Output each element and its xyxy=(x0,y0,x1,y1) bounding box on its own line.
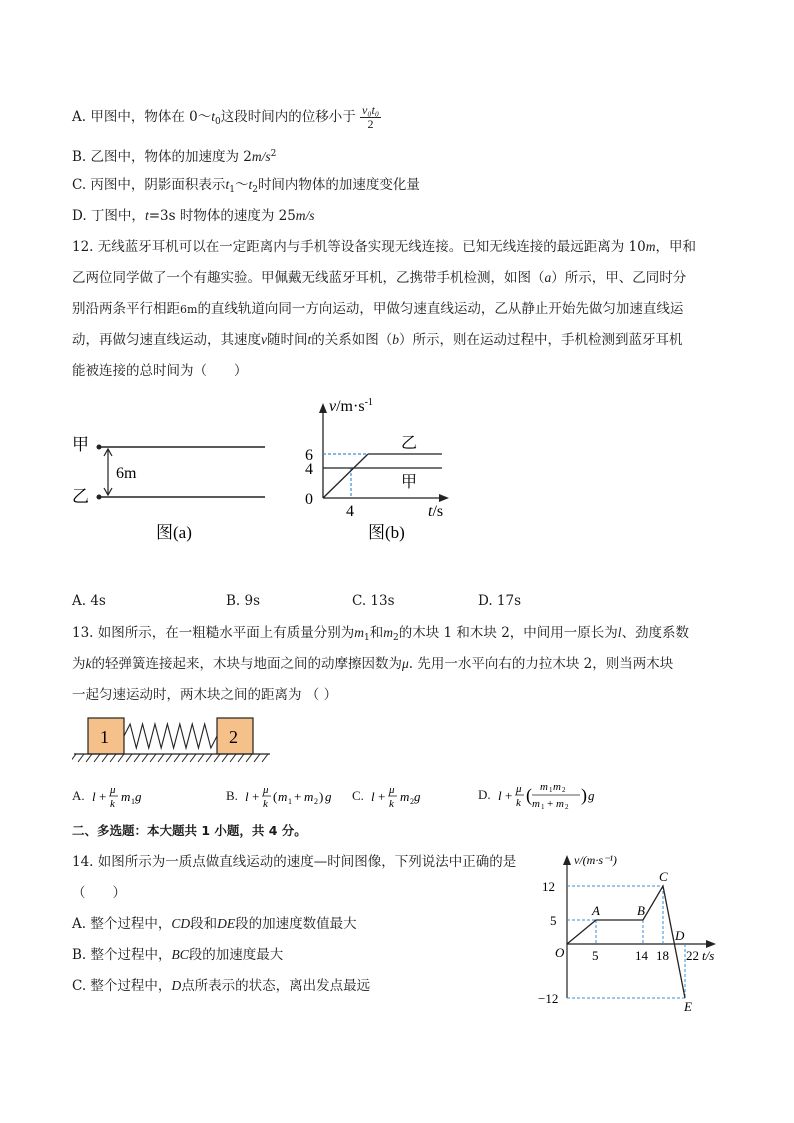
q13-line-1 xyxy=(72,624,689,647)
q12-line-4 xyxy=(72,331,683,349)
ground-hatch-line xyxy=(230,754,236,762)
ground-hatch-line xyxy=(238,754,244,762)
fig-b-ylabel-unit: /m·s xyxy=(336,398,365,415)
q12-option-c[interactable] xyxy=(352,592,395,610)
svg-text:μ: μ xyxy=(263,784,269,796)
svg-text:1: 1 xyxy=(548,786,553,794)
q13-line-2-mid: 的轻弹簧连接起来，木块与地面之间的动摩擦因数为 xyxy=(91,656,402,672)
q13-line-2-post: . 先用一水平向右的力拉木块 2，则当两木块 xyxy=(408,656,674,672)
q12-line-4-mid: 随时间 xyxy=(267,332,308,348)
ground-hatch-line xyxy=(150,754,156,762)
ground-hatch-line xyxy=(246,754,252,762)
q12-line-5 xyxy=(72,362,248,380)
q12-line-3-6m: 6m xyxy=(180,303,198,316)
q12-option-a-label: A. 4s xyxy=(72,593,106,609)
svg-text:l: l xyxy=(91,789,96,804)
ground-hatch-line xyxy=(182,754,188,762)
q11-var-t2: t xyxy=(248,177,253,192)
q11-option-a-text: A. 甲图中，物体在 0～ xyxy=(72,109,212,125)
q13-option-c-expr xyxy=(367,782,447,812)
q11-option-b xyxy=(72,145,276,166)
q13-option-b-label: B. xyxy=(226,787,238,803)
q11-tilde: ～ xyxy=(234,177,249,193)
q12-line-4-end: ）所示，则在运动过程中，手机检测到蓝牙耳机 xyxy=(399,332,683,348)
svg-text:m: m xyxy=(539,781,548,793)
q11-var-t1: t xyxy=(225,177,230,192)
svg-text:μ: μ xyxy=(389,784,395,796)
ground-hatch-line xyxy=(110,754,116,762)
q12-line-4-pre: 动，再做匀速直线运动，其速度 xyxy=(72,332,261,348)
ground-hatch-line xyxy=(166,754,172,762)
ground-hatch-line xyxy=(262,754,268,762)
q13-k: k xyxy=(85,656,92,671)
fig-a-yi-label: 乙 xyxy=(72,487,89,507)
q13-option-b[interactable] xyxy=(226,782,356,812)
q13-option-a-label: A. xyxy=(72,787,85,803)
svg-text:μ: μ xyxy=(515,783,522,795)
q12-option-d-label: D. 17s xyxy=(478,593,522,609)
q14-point-a: A xyxy=(592,903,600,918)
fig-b-tick-4: 4 xyxy=(305,461,313,478)
ground-hatch-line xyxy=(142,754,148,762)
q14-xtick-5: 5 xyxy=(592,948,599,963)
svg-text:+: + xyxy=(378,789,386,804)
q14-vt-line xyxy=(567,886,685,998)
svg-text:+: + xyxy=(294,789,302,804)
svg-text:k: k xyxy=(109,798,115,810)
ground-hatch-line xyxy=(78,754,84,762)
q11-option-c xyxy=(72,176,420,199)
svg-text:m: m xyxy=(552,781,561,793)
svg-text:μ: μ xyxy=(109,784,116,796)
fig-b-yi-accel-line xyxy=(323,454,368,498)
svg-text:+: + xyxy=(98,789,107,804)
q14-option-c[interactable] xyxy=(72,977,370,995)
ground-hatch-line xyxy=(214,754,220,762)
q14-xtick-14: 14 xyxy=(635,948,648,963)
fig-b-caption: 图(b) xyxy=(368,523,405,542)
svg-text:l: l xyxy=(371,789,375,804)
fig-a-caption: 图(a) xyxy=(156,523,192,542)
ground-hatch-line xyxy=(198,754,204,762)
ground-hatch-line xyxy=(222,754,228,762)
q11-sub-2: 2 xyxy=(252,185,258,195)
q14-y-arrow xyxy=(563,855,571,865)
fig-b-tick-6: 6 xyxy=(305,447,313,464)
q11-sub-0: 0 xyxy=(214,117,221,127)
q14-x-arrow xyxy=(706,940,716,948)
fig-a-distance-label: 6m xyxy=(116,465,137,482)
fig-b-ylabel xyxy=(329,397,373,415)
ground-hatch xyxy=(72,754,268,762)
q12-line-2-a: a xyxy=(544,270,552,285)
q13-option-c[interactable] xyxy=(352,782,447,812)
fig-b-label-yi: 乙 xyxy=(401,433,418,452)
q13-line-3-text: 一起匀速运动时，两木块之间的距离为 （ ） xyxy=(72,687,338,703)
q12-figure-b xyxy=(296,394,466,546)
svg-text:2: 2 xyxy=(410,797,415,806)
q13-line-1-end: 、劲度系数 xyxy=(621,625,690,641)
q12-line-4-post: 的关系如图（ xyxy=(311,332,393,348)
q14-line-2-text: （ ） xyxy=(72,885,126,901)
svg-text:m: m xyxy=(278,789,288,804)
svg-text:1: 1 xyxy=(288,797,293,806)
q13-line-1-pre: 13. 如图所示，在一粗糙水平面上有质量分别为 xyxy=(72,625,355,641)
q12-line-1-unit: m xyxy=(645,239,656,254)
q14-option-b-post: 段的加速度最大 xyxy=(188,947,284,963)
fig-b-xlabel-unit: /s xyxy=(432,503,444,520)
q11-option-b-sup: 2 xyxy=(270,149,277,159)
svg-text:m: m xyxy=(120,789,131,804)
q14-line-2 xyxy=(72,884,126,902)
q13-and: 和 xyxy=(369,625,384,641)
q12-line-3-pre: 别沿两条平行相距 xyxy=(72,301,180,317)
svg-text:+: + xyxy=(504,788,513,803)
q11-option-d-mid: =3s 时物体的速度为 25 xyxy=(148,208,296,224)
q11-option-b-text: B. 乙图中，物体的加速度为 2 xyxy=(72,149,252,165)
q11-option-c-pre: C. 丙图中，阴影面积表示 xyxy=(72,177,226,193)
q14-option-c-post: 点所表示的状态，离出发点最远 xyxy=(181,978,371,994)
q12-line-1 xyxy=(72,238,696,256)
q12-option-a[interactable] xyxy=(72,592,106,610)
q13-line-2 xyxy=(72,655,673,673)
svg-text:l: l xyxy=(497,788,502,803)
q12-figure-a xyxy=(68,428,278,548)
q14-option-b-pre: B. 整个过程中， xyxy=(72,947,172,963)
svg-text:2: 2 xyxy=(561,786,566,794)
svg-text:(: ( xyxy=(273,789,278,804)
ground-hatch-line xyxy=(134,754,140,762)
svg-text:k: k xyxy=(263,798,269,810)
q14-origin: O xyxy=(555,945,565,960)
svg-text:m: m xyxy=(555,798,564,810)
q13-l: l xyxy=(617,625,622,640)
svg-text:1: 1 xyxy=(130,797,135,806)
svg-text:1: 1 xyxy=(540,803,545,811)
q12-line-1-post: ，甲和 xyxy=(655,239,696,255)
fig-b-ylabel-v: v xyxy=(329,398,337,415)
q12-line-2-post: ）所示，甲、乙同时分 xyxy=(551,270,687,286)
ground-hatch-line xyxy=(118,754,124,762)
q11-fraction-den: 2 xyxy=(367,117,374,131)
q14-option-a-cd: CD xyxy=(171,916,191,931)
q12-line-5-text: 能被连接的总时间为（ ） xyxy=(72,363,248,379)
ground-hatch-line xyxy=(72,754,76,762)
q14-option-b[interactable] xyxy=(72,946,283,964)
q13-option-a-expr xyxy=(88,782,168,812)
q12-line-1-text: 12. 无线蓝牙耳机可以在一定距离内与手机等设备实现无线连接。已知无线连接的最远距离为 10 xyxy=(72,239,646,255)
svg-text:g: g xyxy=(587,788,595,803)
q12-line-4-t: t xyxy=(307,332,312,347)
svg-text:+: + xyxy=(546,798,554,810)
q12-option-d[interactable] xyxy=(478,592,521,610)
q13-option-d[interactable] xyxy=(478,776,614,816)
ground-hatch-line xyxy=(102,754,108,762)
svg-text:l: l xyxy=(245,789,249,804)
q13-figure xyxy=(72,716,272,766)
q14-point-e: E xyxy=(684,999,692,1014)
q11-var-t: t xyxy=(211,109,215,124)
ground-hatch-line xyxy=(254,754,260,762)
ground-hatch-line xyxy=(158,754,164,762)
q14-option-a-post: 段的加速度数值最大 xyxy=(235,916,357,932)
q13-m2: m xyxy=(383,625,393,640)
q14-option-a[interactable] xyxy=(72,915,357,933)
q14-tick-12: 12 xyxy=(542,879,555,894)
svg-text:m: m xyxy=(304,789,314,804)
q11-option-d xyxy=(72,207,315,225)
q13-m2-sub: 2 xyxy=(393,633,399,643)
svg-text:2: 2 xyxy=(564,803,569,811)
q12-line-3 xyxy=(72,300,683,319)
svg-text:): ) xyxy=(319,789,324,804)
svg-text:2: 2 xyxy=(314,797,319,806)
q14-vt-graph xyxy=(536,848,732,1014)
svg-text:+: + xyxy=(252,789,260,804)
q13-option-d-label: D. xyxy=(478,786,491,802)
svg-text:): ) xyxy=(580,785,587,805)
q13-option-d-expr xyxy=(494,776,614,816)
q14-point-c: C xyxy=(659,869,668,884)
q14-line-1-text: 14. 如图所示为一质点做直线运动的速度—时间图像，下列说法中正确的是 xyxy=(72,854,517,870)
svg-text:g: g xyxy=(325,789,332,804)
q12-option-b[interactable] xyxy=(226,592,260,610)
svg-text:g: g xyxy=(414,789,421,804)
q14-ylabel: v/(m·s⁻¹) xyxy=(574,853,617,867)
q13-line-2-pre: 为 xyxy=(72,656,86,672)
q14-xtick-22: 22 xyxy=(686,948,699,963)
q14-tick-neg12: −12 xyxy=(538,991,559,1006)
q12-option-b-label: B. 9s xyxy=(226,593,261,609)
block-2-label: 2 xyxy=(229,727,238,747)
svg-text:m: m xyxy=(531,798,540,810)
q14-xtick-18: 18 xyxy=(656,948,669,963)
spring xyxy=(124,724,217,748)
q11-option-d-unit: m/s xyxy=(295,208,315,223)
q13-m1: m xyxy=(354,625,365,640)
q14-option-a-pre: A. 整个过程中， xyxy=(72,916,172,932)
q11-option-b-unit: m/s xyxy=(251,149,271,164)
q11-sub-1: 1 xyxy=(229,185,235,195)
q13-option-b-expr xyxy=(241,782,356,812)
svg-text:g: g xyxy=(134,789,142,804)
ground-hatch-line xyxy=(126,754,132,762)
fig-b-xlabel xyxy=(428,503,443,520)
ground-hatch-line xyxy=(94,754,100,762)
q11-option-a-mid: 这段时间内的位移小于 xyxy=(220,109,356,125)
q11-option-a xyxy=(72,104,381,131)
q14-xlabel: t/s xyxy=(702,948,715,963)
q14-option-a-mid: 段和 xyxy=(190,916,218,932)
q11-option-d-pre: D. 丁图中， xyxy=(72,208,145,224)
svg-text:(: ( xyxy=(525,785,532,805)
ground-hatch-line xyxy=(190,754,196,762)
fig-b-origin: 0 xyxy=(305,491,313,508)
q14-point-b: B xyxy=(637,903,645,918)
fig-b-label-jia: 甲 xyxy=(401,472,418,491)
q14-option-c-d: D xyxy=(171,978,182,993)
q12-line-2 xyxy=(72,269,686,287)
svg-text:k: k xyxy=(515,797,521,809)
q12-line-3-post: 的直线轨道向同一方向运动，甲做匀速直线运动，乙从静止开始先做匀加速直线运 xyxy=(197,301,684,317)
q11-fraction-num: v₀t₀ xyxy=(362,103,380,117)
fig-b-xlabel-t: t xyxy=(428,503,433,520)
fig-b-xtick-4: 4 xyxy=(346,503,354,520)
q13-option-c-label: C. xyxy=(352,787,364,803)
section-2-heading-text: 二、多选题：本大题共 1 小题，共 4 分。 xyxy=(72,823,307,838)
ground-hatch-line xyxy=(206,754,212,762)
ground-hatch-line xyxy=(174,754,180,762)
q12-line-2-pre: 乙两位同学做了一个有趣实验。甲佩戴无线蓝牙耳机，乙携带手机检测，如图（ xyxy=(72,270,545,286)
q13-line-3 xyxy=(72,686,337,704)
q14-option-c-pre: C. 整个过程中， xyxy=(72,978,172,994)
fig-a-jia-label: 甲 xyxy=(72,435,89,455)
q14-option-b-bc: BC xyxy=(171,947,189,962)
q14-option-a-de: DE xyxy=(217,916,236,931)
q13-mu: μ xyxy=(402,656,409,671)
section-2-heading xyxy=(72,822,307,840)
fig-b-ylabel-exp: -1 xyxy=(364,397,373,408)
q14-tick-5: 5 xyxy=(550,913,557,928)
fig-b-y-arrow xyxy=(319,403,327,413)
block-1-label: 1 xyxy=(100,727,109,747)
q13-option-a[interactable] xyxy=(72,782,168,812)
q11-option-c-post: 时间内物体的加速度变化量 xyxy=(257,177,420,193)
q13-line-1-post: 的木块 1 和木块 2，中间用一原长为 xyxy=(398,625,618,641)
q13-m1-sub: 1 xyxy=(364,633,370,643)
q12-option-c-label: C. 13s xyxy=(352,593,395,609)
q12-line-4-b: b xyxy=(392,332,400,347)
q14-point-d: D xyxy=(675,928,685,943)
fig-b-x-arrow xyxy=(439,494,449,502)
q12-line-4-v: v xyxy=(261,332,267,347)
svg-text:m: m xyxy=(400,789,410,804)
ground-hatch-line xyxy=(86,754,92,762)
svg-text:k: k xyxy=(389,798,395,810)
q11-option-d-t: t xyxy=(144,208,149,223)
q11-fraction xyxy=(360,104,381,131)
q14-line-1 xyxy=(72,853,516,871)
